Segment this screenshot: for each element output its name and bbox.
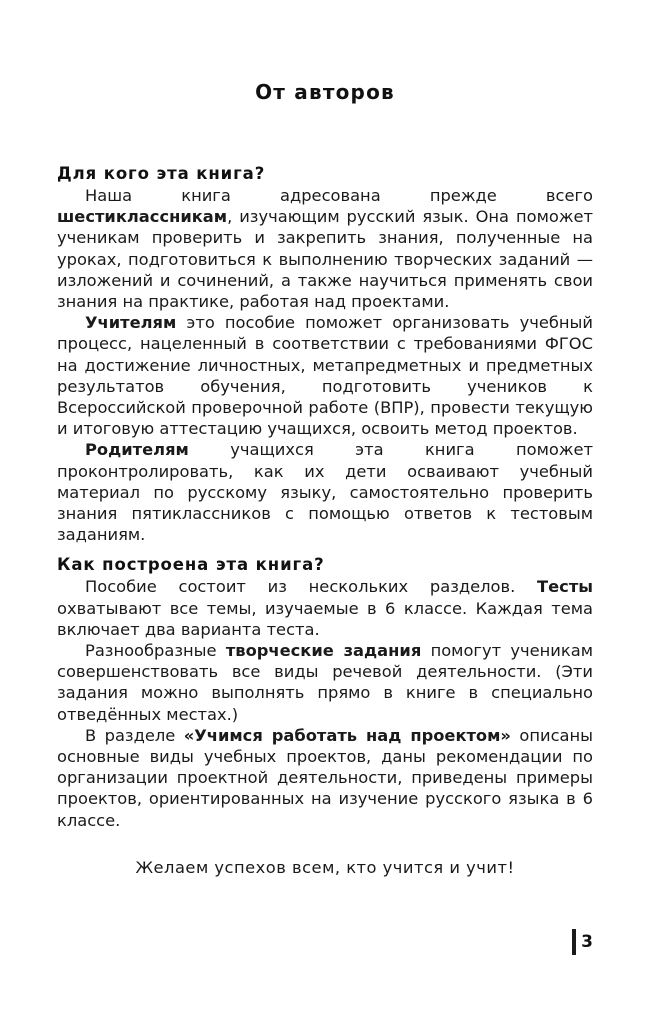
page-title: От авторов bbox=[255, 80, 395, 104]
paragraph-project-section: В разделе «Учимся работать над проектом» описаны основные виды учебных проектов, даны рекомендации по организации проектной деятельности, приведены примеры проектов, ориентированных на изучение русского языка в 6 классе. bbox=[57, 725, 594, 830]
page-footer bbox=[0, 928, 650, 958]
paragraph-tests: Пособие состоит из нескольких разделов. Тесты охватывают все темы, изучаемые в 6 классе. Каждая тема включает два варианта теста. bbox=[57, 577, 593, 639]
folio-rule-icon bbox=[572, 929, 576, 955]
paragraph-for-parents: Родителям учащихся эта книга поможет проконтролировать, как их дети осваивают учебный материал по русскому языку, самостоятельно проверить знания пятиклассников с помощью ответов к тестовым заданиям. bbox=[57, 440, 593, 545]
document-body bbox=[57, 163, 593, 878]
section-heading-audience: Для кого эта книга? bbox=[57, 164, 266, 183]
paragraph-creative-tasks: Разнообразные творческие задания помогут ученикам совершенствовать все виды речевой деятельности. (Эти задания можно выполнять прямо в книге в специально отведённых местах.) bbox=[57, 641, 593, 724]
paragraph-for-students: Наша книга адресована прежде всего шестиклассникам, изучающим русский язык. Она поможет ученикам проверить и закрепить знания, полученные на уроках, подготовиться к выполнению творческих заданий — изложений и сочинений, а также научиться применять свои знания на практике, работая над проектами. bbox=[57, 186, 593, 312]
closing-wish: Желаем успехов всем, кто учится и учит! bbox=[135, 857, 515, 877]
folio bbox=[572, 928, 593, 955]
section-heading-structure: Как построена эта книга? bbox=[57, 555, 325, 575]
paragraph-for-teachers: Учителям это пособие поможет организовать учебный процесс, нацеленный в соответствии с требованиями ФГОС на достижение личностных, метапредметных и предметных результатов обучения, подготовить учеников к Всероссийской проверочной работе (ВПР), провести текущую и итоговую аттестацию учащихся, освоить метод проектов. bbox=[57, 313, 593, 439]
page-number: 3 bbox=[581, 931, 593, 952]
